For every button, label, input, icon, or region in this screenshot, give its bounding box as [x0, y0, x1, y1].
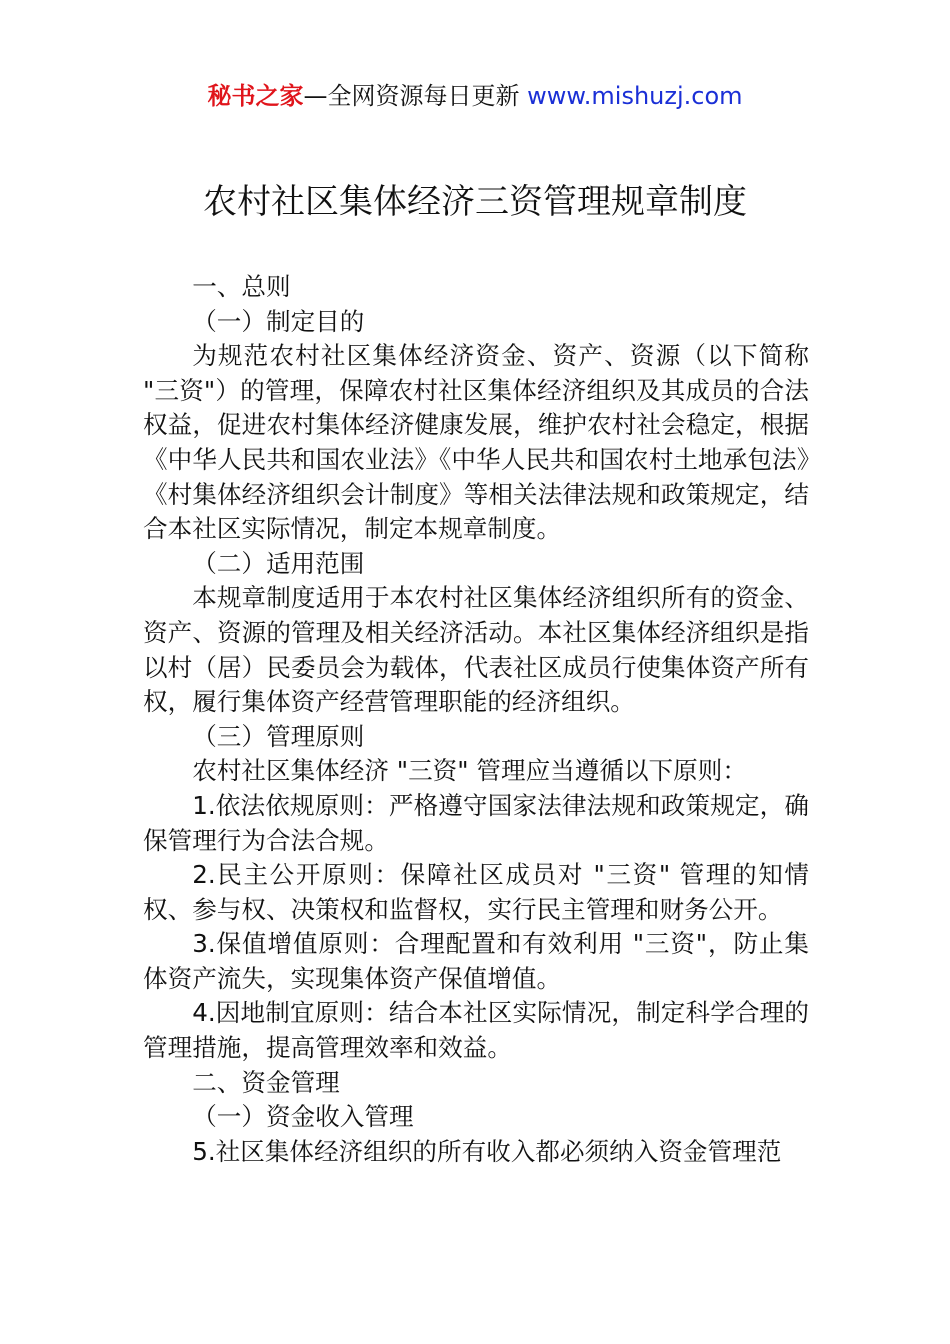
numbered-item: 4.因地制宜原则：结合本社区实际情况，制定科学合理的管理措施，提高管理效率和效益。 — [143, 998, 809, 1063]
numbered-item: 1.依法依规原则：严格遵守国家法律法规和政策规定，确保管理行为合法合规。 — [143, 790, 809, 855]
document-body — [143, 270, 809, 1169]
subsection-heading: （一）资金收入管理 — [192, 1102, 414, 1132]
site-header — [0, 80, 950, 112]
paragraph: 农村社区集体经济 "三资" 管理应当遵循以下原则： — [192, 756, 747, 786]
section-heading: 一、总则 — [192, 272, 291, 301]
site-tagline: —全网资源每日更新 — [303, 82, 520, 110]
numbered-item: 2.民主公开原则：保障社区成员对 "三资" 管理的知情权、参与权、决策权和监督权，实行民主管理和财务公开。 — [143, 860, 809, 924]
numbered-item: 3.保值增值原则：合理配置和有效利用 "三资"，防止集体资产流失，实现集体资产保值增值。 — [143, 929, 809, 993]
site-brand: 秘书之家 — [207, 82, 304, 110]
subsection-heading: （三）管理原则 — [192, 721, 365, 751]
subsection-heading: （二）适用范围 — [192, 548, 365, 578]
section-heading: 二、资金管理 — [192, 1067, 340, 1097]
site-url-link[interactable]: www.mishuzj.com — [527, 82, 743, 110]
paragraph: 为规范农村社区集体经济资金、资产、资源（以下简称 "三资"）的管理，保障农村社区集体经济组织及其成员的合法权益，促进农村集体经济健康发展，维护农村社会稳定，根据《中华人民共和国农业法》《中华人民共和国农村土地承包法》《村集体经济组织会计制度》等相关法律法规和政策规定，结合本社区实际情况，制定本规章制度。 — [143, 341, 809, 544]
paragraph: 本规章制度适用于本农村社区集体经济组织所有的资金、资产、资源的管理及相关经济活动。本社区集体经济组织是指以村（居）民委员会为载体，代表社区成员行使集体资产所有权，履行集体资产经营管理职能的经济组织。 — [143, 583, 809, 717]
document-title: 农村社区集体经济三资管理规章制度 — [203, 182, 747, 222]
subsection-heading: （一）制定目的 — [192, 306, 365, 336]
numbered-item: 5.社区集体经济组织的所有收入都必须纳入资金管理范 — [192, 1136, 782, 1166]
